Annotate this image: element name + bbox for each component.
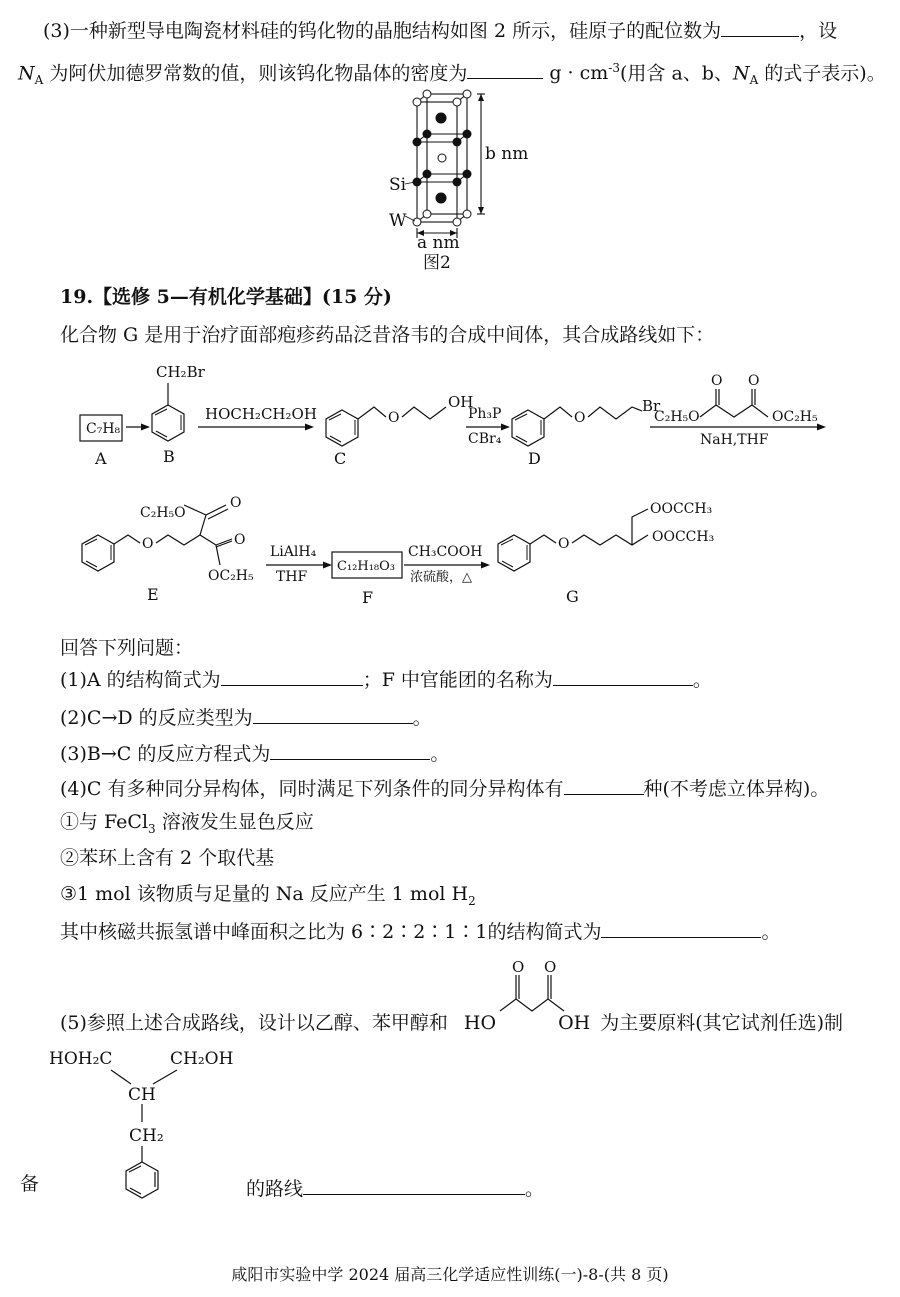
- nmr-question: 其中核磁共振氢谱中峰面积之比为 6∶2∶2∶1∶1的结构简式为 。: [60, 918, 781, 944]
- svg-text:CH₂Br: CH₂Br: [156, 363, 205, 381]
- svg-text:CH: CH: [128, 1085, 156, 1105]
- condition-1: ①与 FeCl$_3$ 溶液发生显色反应: [60, 811, 314, 836]
- label-a: a nm: [417, 233, 460, 253]
- answer-blank: [253, 704, 413, 724]
- svg-text:C₇H₈: C₇H₈: [86, 421, 121, 437]
- answer-blank: [303, 1175, 525, 1195]
- prepare-label: 备: [20, 1173, 40, 1195]
- label-si: Si: [389, 175, 407, 195]
- svg-text:HOCH₂CH₂OH: HOCH₂CH₂OH: [205, 405, 317, 423]
- svg-text:O: O: [558, 536, 570, 552]
- svg-text:C₂H₅O: C₂H₅O: [140, 505, 186, 521]
- condition-2: ②苯环上含有 2 个取代基: [60, 847, 275, 869]
- target-molecule: [45, 1040, 245, 1215]
- figure-2-crystal-cell: [385, 88, 530, 270]
- svg-text:O: O: [234, 532, 246, 548]
- svg-text:O: O: [512, 958, 525, 976]
- svg-text:O: O: [230, 495, 242, 511]
- answer-blank: [553, 666, 693, 686]
- label-D: D: [528, 449, 541, 468]
- q19-title: 19.【选修 5—有机化学基础】(15 分): [60, 286, 392, 308]
- route-line: 的路线 。: [246, 1175, 544, 1201]
- svg-text:CH₂: CH₂: [129, 1126, 164, 1146]
- synthesis-route: [0, 355, 900, 620]
- q19-intro: 化合物 G 是用于治疗面部疱疹药品泛昔洛韦的合成中间体，其合成路线如下：: [60, 324, 715, 346]
- svg-text:CBr₄: CBr₄: [468, 431, 502, 447]
- label-E: E: [147, 585, 159, 604]
- svg-text:O: O: [711, 373, 723, 389]
- question-2: (2)C→D 的反应类型为 。: [60, 704, 432, 730]
- svg-text:LiAlH₄: LiAlH₄: [270, 544, 317, 560]
- svg-text:OH: OH: [448, 393, 474, 411]
- svg-text:浓硫酸，△: 浓硫酸，△: [410, 570, 472, 585]
- svg-text:OOCCH₃: OOCCH₃: [652, 529, 715, 545]
- label-F: F: [362, 588, 374, 607]
- svg-text:O: O: [544, 958, 557, 976]
- answer-prompt: 回答下列问题：: [60, 637, 194, 659]
- question-1: (1)A 的结构简式为 ；F 中官能团的名称为 。: [60, 666, 712, 692]
- svg-text:HOH₂C: HOH₂C: [49, 1049, 113, 1069]
- svg-text:O: O: [748, 373, 760, 389]
- answer-blank: [270, 740, 430, 760]
- svg-text:CH₃COOH: CH₃COOH: [408, 544, 483, 560]
- svg-text:NaH,THF: NaH,THF: [700, 432, 769, 448]
- condition-3: ③1 mol 该物质与足量的 Na 反应产生 1 mol $H_2$: [60, 883, 476, 908]
- label-G: G: [566, 587, 579, 606]
- svg-text:O: O: [388, 410, 400, 426]
- question-5: (5)参照上述合成路线，设计以乙醇、苯甲醇和 HO OH 为主要原料(其它试剂任选)制: [60, 1012, 844, 1034]
- svg-text:OC₂H₅: OC₂H₅: [208, 568, 254, 584]
- label-C: C: [334, 449, 347, 468]
- answer-blank: [564, 775, 644, 795]
- svg-text:Ph₃P: Ph₃P: [468, 406, 502, 422]
- svg-text:THF: THF: [276, 569, 308, 585]
- question-3: (3)B→C 的反应方程式为 。: [60, 740, 449, 766]
- page-footer: 咸阳市实验中学 2024 届高三化学适应性训练(一)-8-(共 8 页): [231, 1265, 669, 1284]
- answer-blank: [721, 17, 799, 37]
- svg-text:OOCCH₃: OOCCH₃: [650, 501, 713, 517]
- label-w: W: [389, 211, 407, 231]
- answer-blank: [467, 59, 543, 79]
- figure-caption: 图2: [423, 253, 451, 270]
- label-b: b nm: [485, 144, 529, 164]
- svg-text:C₁₂H₁₈O₃: C₁₂H₁₈O₃: [337, 559, 395, 574]
- answer-blank: [221, 666, 363, 686]
- q3-line-2: $N_A$ 为阿伏加德罗常数的值，则该钨化物晶体的密度为 $g \cdot cm^{-3}$(用含 a、b、$N_A$ 的式子表示)。: [18, 61, 886, 88]
- question-4: (4)C 有多种同分异构体，同时满足下列条件的同分异构体有 种(不考虑立体异构)。: [60, 775, 829, 801]
- svg-text:O: O: [574, 410, 586, 426]
- answer-blank: [601, 918, 761, 938]
- label-A: A: [95, 449, 107, 468]
- svg-text:C₂H₅O: C₂H₅O: [654, 409, 700, 425]
- svg-text:O: O: [142, 536, 154, 552]
- q3-line-1: (3)一种新型导电陶瓷材料硅的钨化物的晶胞结构如图 2 所示，硅原子的配位数为 ，设: [43, 17, 837, 43]
- svg-text:Br: Br: [642, 397, 661, 415]
- svg-text:CH₂OH: CH₂OH: [170, 1049, 234, 1069]
- label-B: B: [163, 447, 175, 466]
- svg-text:OC₂H₅: OC₂H₅: [772, 409, 818, 425]
